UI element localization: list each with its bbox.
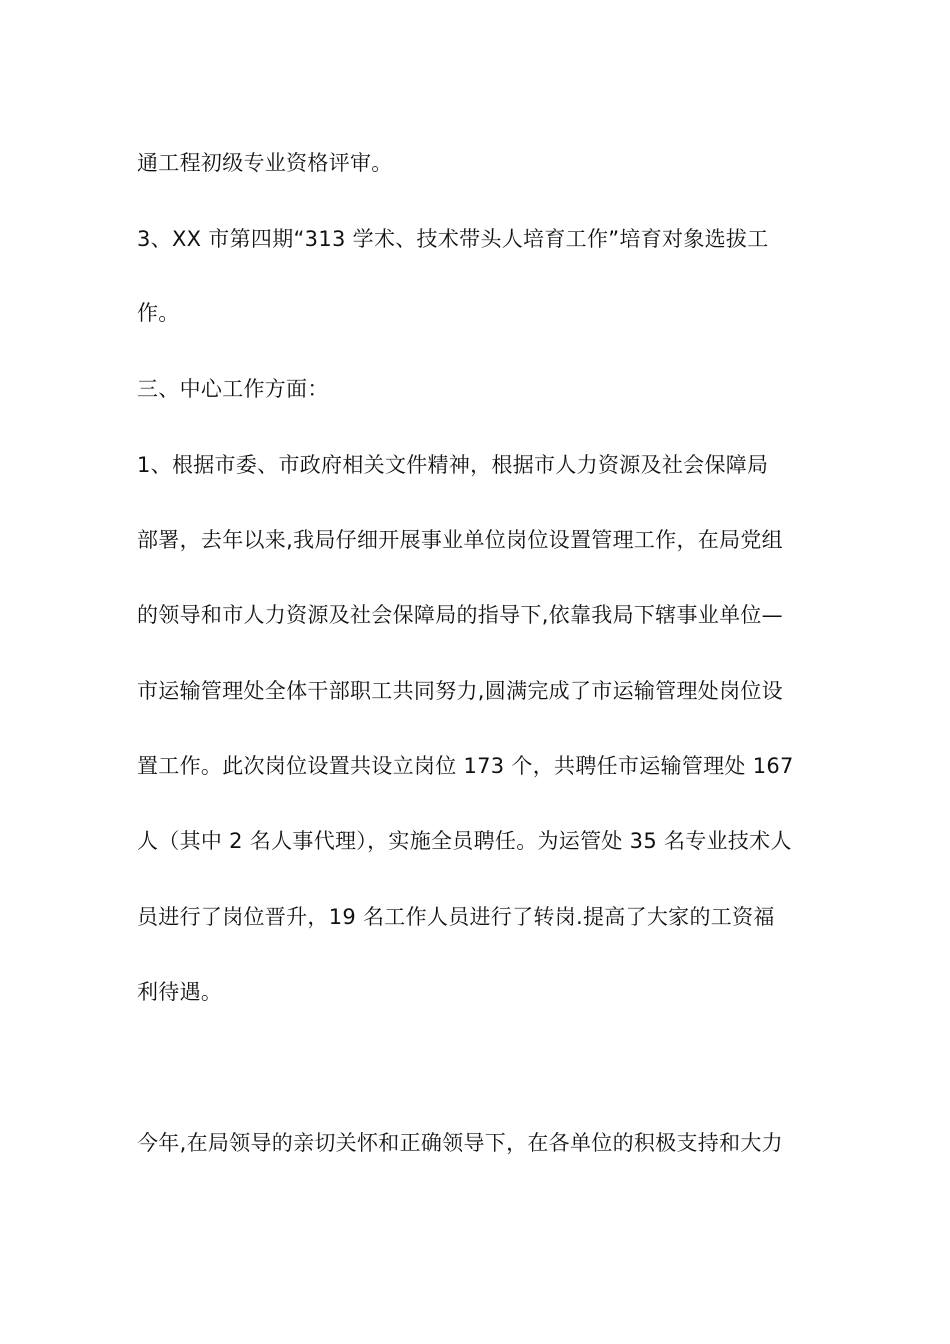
- text-line: 部署，去年以来,我局仔细开展事业单位岗位设置管理工作，在局党组: [137, 528, 783, 552]
- section-heading: 三、中心工作方面：: [137, 377, 329, 401]
- text-line: 人（其中 2 名人事代理），实施全员聘任。为运管处 35 名专业技术人: [137, 829, 792, 853]
- text-line: 3、XX 市第四期“313 学术、技术带头人培育工作”培育对象选拔工: [137, 227, 769, 251]
- text-line: 通工程初级专业资格评审。: [137, 151, 393, 175]
- text-line: 的领导和市人力资源及社会保障局的指导下,依靠我局下辖事业单位—: [137, 603, 783, 627]
- text-line: 员进行了岗位晋升，19 名工作人员进行了转岗.提高了大家的工资福: [137, 905, 775, 929]
- text-line: 今年,在局领导的亲切关怀和正确领导下，在各单位的积极支持和大力: [137, 1131, 783, 1155]
- text-line: 1、根据市委、市政府相关文件精神，根据市人力资源及社会保障局: [137, 453, 769, 477]
- text-line: 利待遇。: [137, 980, 223, 1004]
- text-line: 作。: [137, 301, 180, 325]
- text-line: 置工作。此次岗位设置共设立岗位 173 个，共聘任市运输管理处 167: [137, 754, 794, 778]
- text-line: 市运输管理处全体干部职工共同努力,圆满完成了市运输管理处岗位设: [137, 679, 783, 703]
